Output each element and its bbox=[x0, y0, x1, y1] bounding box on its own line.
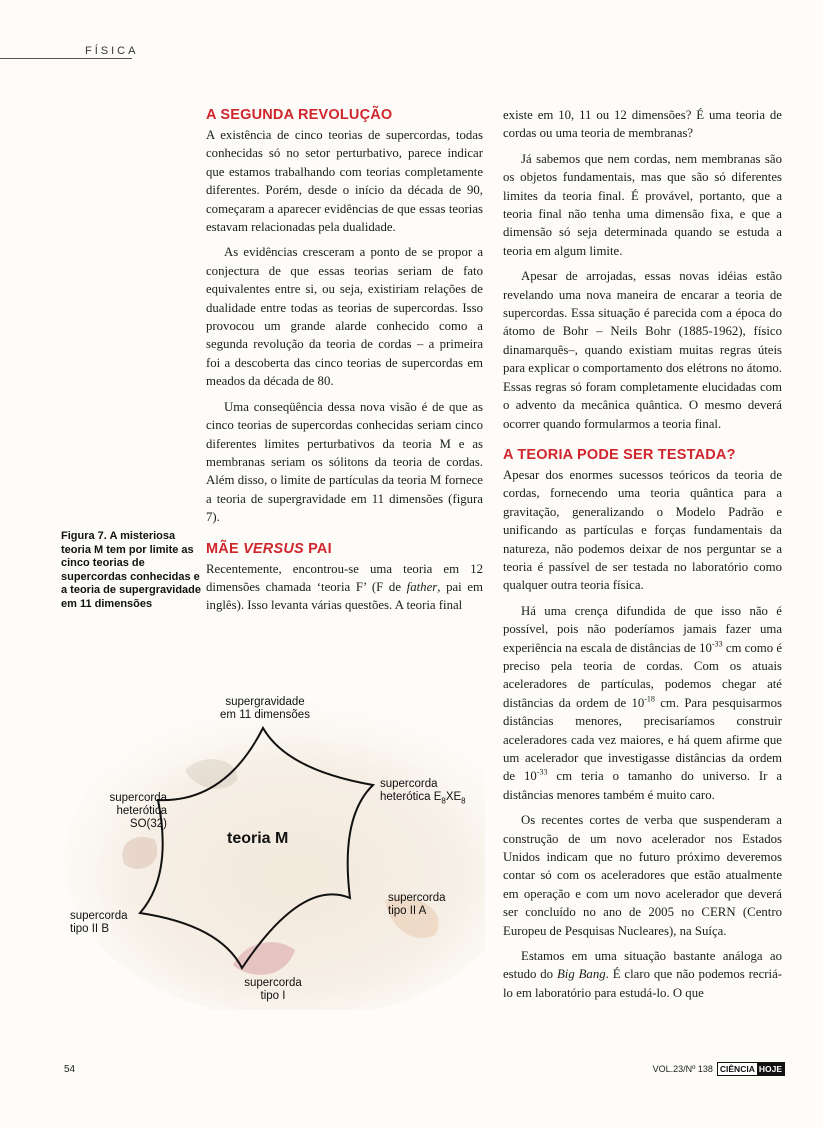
label-tipo-iia: supercorda tipo II A bbox=[388, 892, 446, 917]
ciencia-hoje-logo: CIÊNCIA HOJE bbox=[717, 1062, 785, 1076]
figure-caption: Figura 7. A misteriosa teoria M tem por limite as cinco teorias de supercordas conhecidas e a teoria de supergravidade em 11 dimensões bbox=[61, 530, 201, 610]
heading-mae-versus-pai: MÃE VERSUS PAI bbox=[206, 540, 332, 557]
label-tipo-iib: supercorda tipo II B bbox=[70, 910, 128, 935]
teoria-m-label: teoria M bbox=[227, 830, 289, 847]
section-rule bbox=[0, 58, 132, 59]
paragraph: Apesar de arrojadas, essas novas idéias estão revelando uma nova maneira de encarar a teoria de supercordas. Essa situação é parecida com a época do átomo de Bohr – Neils Bohr (1885-1962), físico dinamarquês–, quando existiam muitas regras úteis para explicar o comportamento dos elétrons no átomo. Essas regras só foram completamente elucidadas com o advento da mecânica quântica. O mesmo deverá ocorrer quando formularmos a teoria final. bbox=[503, 269, 782, 431]
paragraph: Já sabemos que nem cordas, nem membranas são os objetos fundamentais, mas que são só diferentes limites da teoria final. É provável, portanto, que a teoria final não tenha uma dimensão fixa, e que a dimensão só seja determinada quando se estuda a teoria em algum limite. bbox=[503, 151, 782, 258]
paragraph: Estamos em uma situação bastante análoga ao estudo do Big Bang. É claro que não podemos recriá-lo em laboratório para estudá-lo. O que bbox=[503, 949, 783, 1000]
paragraph: Recentemente, encontrou-se uma teoria em 12 dimensões chamada ‘teoria F’ (F de father, pai em inglês). Isso levanta várias questões. A teoria final bbox=[206, 561, 483, 613]
label-tipo-i: supercorda tipo I bbox=[244, 977, 302, 1002]
column-left bbox=[206, 106, 483, 622]
issue-label: VOL.23/Nº 138 bbox=[652, 1064, 713, 1074]
footer-issue bbox=[653, 1062, 785, 1076]
paragraph: Apesar dos enormes sucessos teóricos da teoria de cordas, fornecendo uma teoria quântica para a gravitação, generalizando o Modelo Padrão e unificando as partículas e forças fundamentais da natureza, não podemos deixar de nos perguntar se a teoria é passível de ser testada no laboratório como qualquer outra teoria física. bbox=[503, 467, 782, 593]
heading-teoria-testada: A TEORIA PODE SER TESTADA? bbox=[503, 446, 736, 463]
heading-segunda-revolucao: A SEGUNDA REVOLUÇÃO bbox=[206, 107, 393, 123]
label-heterotica-e8: supercorda heterótica $E_8XE_8$ bbox=[380, 778, 466, 806]
teoria-m-diagram bbox=[55, 680, 485, 1010]
paragraph: Os recentes cortes de verba que suspenderam a construção de um novo acelerador nos Estados Unidos indicam que no futuro próximo deveremos contar só com os aceleradores que estão atualmente em operação e com um novo acelerador que deverá ser concluído no ano de 2005 no CERN (Centro Europeu de Pesquisas Nucleares), na Suíça. bbox=[503, 813, 782, 938]
label-supergravidade: supergravidade em 11 dimensões bbox=[220, 696, 310, 721]
paragraph: Uma conseqüência dessa nova visão é de que as cinco teorias de supercordas conhecidas seriam cinco diferentes limites perturbativos da teoria M e as membranas seriam os sólitons da teoria de cordas. Além disso, o limite de partículas da teoria M fornece a teoria de supergravidade em 11 dimensões (figura 7). bbox=[206, 399, 483, 525]
column-right bbox=[503, 106, 782, 1009]
paragraph: As evidências cresceram a ponto de se propor a conjectura de que essas teorias seriam de fato equivalentes entre si, ou seja, existiriam relações de dualidade entre todas as teorias de supercordas. Isso provocou um grande alarde conhecido como a segunda revolução da teoria de cordas – a primeira foi a descoberta das cinco teorias de supercordas em meados da década de 80. bbox=[206, 245, 483, 389]
page-number: 54 bbox=[64, 1064, 76, 1075]
section-tag: FÍSICA bbox=[85, 45, 139, 57]
paragraph: existe em 10, 11 ou 12 dimensões? É uma teoria de cordas ou uma teoria de membranas? bbox=[503, 108, 782, 141]
label-heterotica-so32: supercorda heterótica SO(32) bbox=[109, 792, 167, 830]
paragraph: Há uma crença difundida de que isso não é possível, pois não poderíamos jamais fazer uma experiência na escala de distâncias de $10^{-33}$ cm como é preciso pela teoria de cordas. Com os atuais aceleradores de partículas, podemos chegar até distâncias da ordem de $10^{-18}$ cm. Para pesquisarmos distâncias menores, precisaríamos construir aceleradores cada vez maiores, e há quem afirme que um acelerador que investigasse distâncias da ordem de $10^{-33}$ cm teria o tamanho do universo. Ir a distâncias menores também é muito caro. bbox=[503, 603, 783, 802]
paragraph: A existência de cinco teorias de supercordas, todas conhecidas só no setor perturbativo, parece indicar que estamos trabalhando com teorias completamente diferentes. Porém, desde o início da década de 90, começaram a aparecer evidências de que essas teorias estavam relacionadas pela dualidade. bbox=[206, 128, 483, 235]
